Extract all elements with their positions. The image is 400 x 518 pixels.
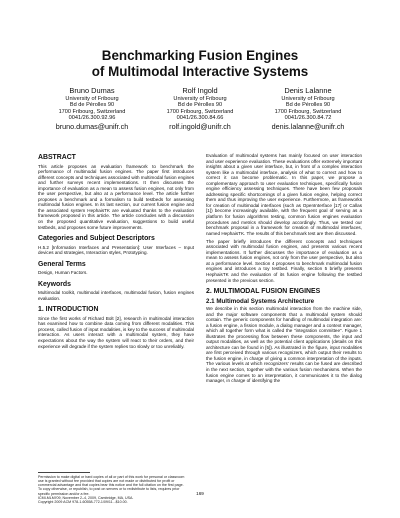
keywords-text: Multimodal toolkit, multimodal interfaces, multimodal fusion, fusion engines evaluation.	[38, 290, 194, 301]
paper-title	[0, 48, 400, 80]
author-street: Bd de Pérolles 90	[69, 102, 115, 109]
author-block	[38, 86, 362, 131]
author-email[interactable]: bruno.dumas@unifr.ch	[55, 122, 129, 132]
author-city: 1700 Fribourg, Switzerland	[58, 108, 126, 115]
author-street: Bd de Pérolles 90	[177, 102, 223, 109]
author-name: Bruno Dumas	[69, 86, 115, 95]
author-name: Denis Lalanne	[284, 86, 332, 95]
venue-text: ICMI-MLMI'09, November 2–4, 2009, Cambridge, MA, USA.	[38, 495, 134, 500]
author-email[interactable]: denis.lalanne@unifr.ch	[271, 122, 345, 132]
abstract-text: This article proposes an evaluation framework to benchmark the performance of multimodal fusion engines. The paper first introduces different concepts and techniques associated with multimodal fusion engines and further surveys recent implementations. It then discusses the importance of evaluation as a mean to assess fusion engines, not only from the user perspective, but also at a performance level. The article further proposes a benchmark and a formalism to build testbeds for assessing multimodal fusion engines. In its last section, our current fusion engine and the associated system HephaisTK are evaluated thanks to the evaluation framework proposed in this article. The article concludes with a discussion on the proposed quantitative evaluation, suggestions to build useful testbeds, and proposes some future improvements.	[38, 163, 194, 230]
abstract-heading: ABSTRACT	[38, 154, 76, 161]
permission-text: Permission to make digital or hard copies of all or part of this work for personal or classroom use is granted without fee provided that copies are not made or distributed for profit or commercial advantage and that copies bear this notice and the full citation on the first page. To copy otherwise, or republish, to post on servers or to redistribute to lists, requires prior specific permission and/or a fee.	[38, 474, 185, 496]
right-column	[206, 153, 362, 384]
page-number: 169	[196, 491, 204, 496]
copyright-footnote	[38, 472, 186, 505]
author-phone: 0041/26.300.84.66	[176, 115, 224, 122]
section-2-heading: 2. MULTIMODAL FUSION ENGINES	[206, 288, 321, 296]
left-column	[38, 153, 194, 349]
overview-paragraph: The paper briefly introduces the different concepts and techniques associated with multimodal fusion engines, and presents various recent implementations. It further discusses the importance of evaluation as a mean to assess fusion engines, not only from the user perspective, but also at a performance level. Section 4 proposes to benchmark multimodal fusion engines and introduces a toy testbed. Finally, section 5 briefly presents HephaisTK and the evaluation of its fusion engine following the testbed presented in the previous section.	[206, 238, 362, 283]
author-card	[146, 86, 254, 131]
author-card	[254, 86, 362, 131]
author-city: 1700 Fribourg, Switzerland	[166, 108, 234, 115]
section-2-1-heading: 2.1 Multimodal Systems Architecture	[206, 297, 315, 305]
evaluation-paragraph: Evaluation of multimodal systems has mainly focused on user interaction and user experience evaluation. These evaluations offer extremely important insights about a given user interface, but, in front of a complex interaction system like a multimodal interface, analysis of what to correct and how to correct it can become problematic. In this paper, we propose a complementary approach to user evaluation techniques, specifically fusion engine efficiency assessing techniques. There have been few proposals addressing specific shortcomings of a given fusion engine, helping correct them and thus improving the user experience. Furthermore, as frameworks for creation of multimodal interfaces (such as OpenInterface [17] or Callas [1]) become increasingly available, with the frequent goal of serving as a platform for fusion algorithms testing, common fusion engines evaluation procedures and metrics should develop accordingly. Thus, we tested our benchmark proposal in a framework for creation of multimodal interfaces, named HephaisTK. The results of this benchmark test are then discussed.	[206, 153, 362, 236]
copyright-text: Copyright 2009 ACM 978-1-60558-772-1/09/11...$10.00.	[38, 500, 128, 505]
general-terms-heading: General Terms	[38, 260, 86, 268]
categories-heading: Categories and Subject Descriptors	[38, 235, 155, 243]
introduction-heading: 1. INTRODUCTION	[38, 306, 99, 314]
title-line-1: Benchmarking Fusion Engines	[101, 48, 299, 63]
keywords-heading: Keywords	[38, 280, 71, 288]
footnote-rule	[38, 472, 90, 473]
author-affiliation: University of Fribourg	[281, 95, 335, 102]
title-line-2: of Multimodal Interactive Systems	[91, 64, 309, 79]
author-affiliation: University of Fribourg	[65, 95, 119, 102]
section-2-1-text: We describe in this section multimodal interaction from the machine side, and the major software components that a multimodal system should contain. The generic components for handling of multimodal integration are: a fusion engine, a fission module, a dialog manager and a context manager, which all together form what is called the “integration committee”. Figure 1 illustrates the processing flow between these components, the input and output modalities, as well as the potential client applications (details on this architecture can be found in [5]). As illustrated in the figure, input modalities are first perceived through various recognizers, which output their results to the fusion engine, in charge of giving a common interpretation of the inputs. The various levels at which recognizers’ results can be fused are described in the next section, together with the various fusion mechanisms. When the fusion engine comes to an interpretation, it communicates it to the dialog manager, in charge of identifying the	[206, 305, 362, 384]
author-street: Bd de Pérolles 90	[285, 102, 331, 109]
general-terms-text: Design, Human Factors.	[38, 270, 88, 276]
categories-text: H.5.2 [Information Interfaces and Presentation]: User Interfaces – Input devices and strategies, Interaction styles, Prototyping.	[38, 244, 194, 256]
author-affiliation: University of Fribourg	[173, 95, 227, 102]
introduction-text: Since the first works of Richard Bolt [2], research in multimodal interaction has examined how to combine data coming from different modalities. This process, called fusion of input modalities, is key to the success of multimodal interaction. As users interact with a multimodal system, they have expectations about the way the system will react to their orders, and their experience will degrade if the system replies too slowly or too unreliably.	[38, 315, 195, 349]
author-phone: 0041/26.300.84.72	[284, 115, 332, 122]
author-city: 1700 Fribourg, Switzerland	[274, 108, 342, 115]
author-phone: 0041/26.300.92.96	[68, 115, 116, 122]
author-email[interactable]: rolf.ingold@unifr.ch	[169, 122, 231, 132]
author-name: Rolf Ingold	[182, 86, 218, 95]
author-card	[38, 86, 146, 131]
